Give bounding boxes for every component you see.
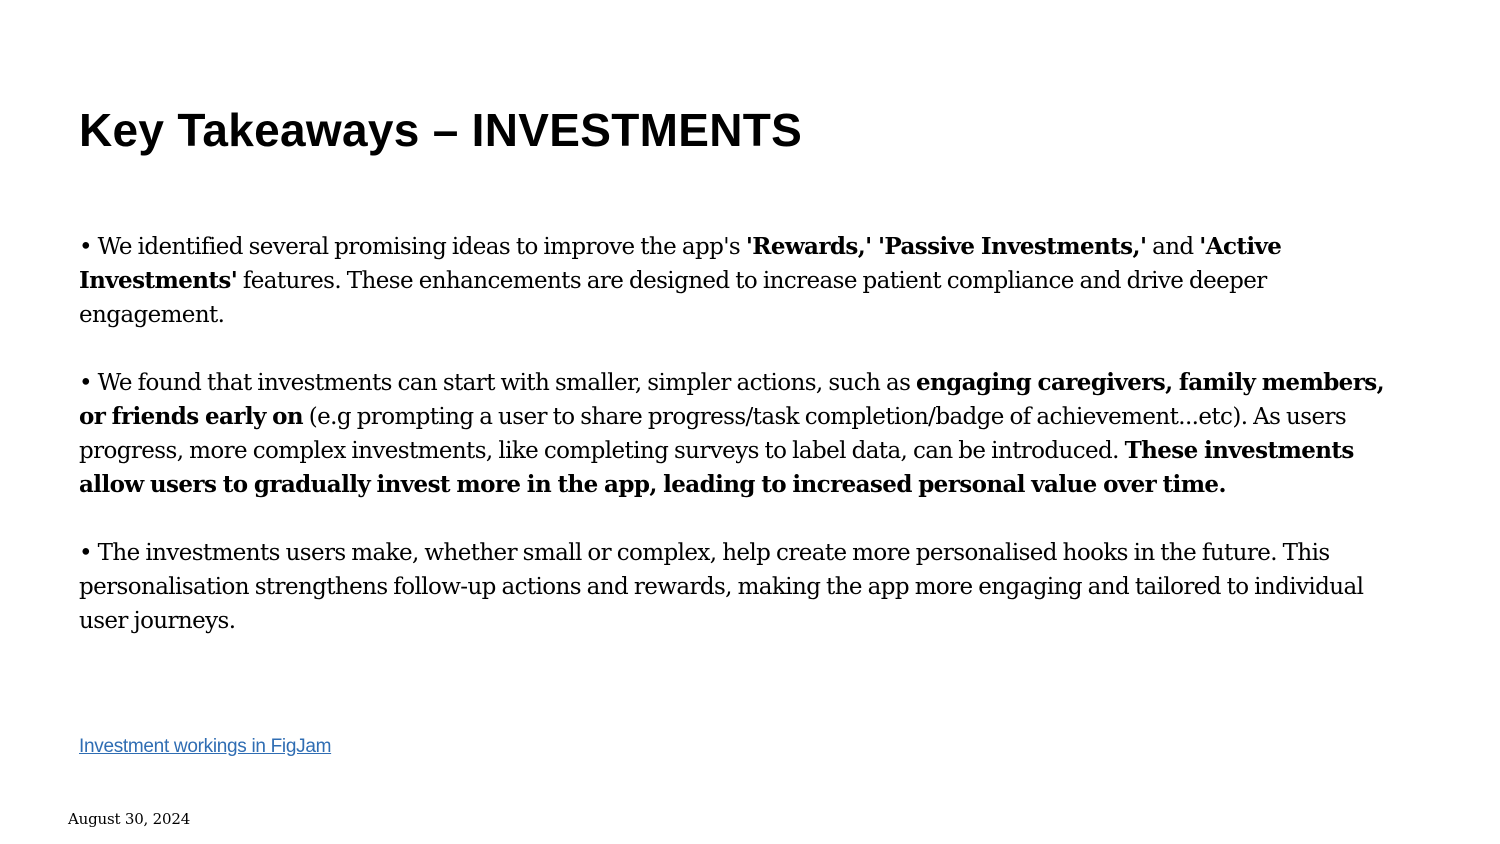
- paragraph-1-text-2: and: [1146, 234, 1200, 260]
- takeaways-body: [79, 230, 1399, 672]
- slide-date: August 30, 2024: [68, 810, 191, 828]
- paragraph-3-text-1: • The investments users make, whether small or complex, help create more personalised hooks in the future. This personalisation strengthens follow-up actions and rewards, making the app more engaging and tailored to individual user journeys.: [79, 540, 1364, 634]
- paragraph-1-bold-rewards-passive: 'Rewards,' 'Passive Investments,': [745, 233, 1147, 260]
- paragraph-2-bold-conclusion: These investments allow users to gradually invest more in the app, leading to increased personal value over time.: [79, 437, 1354, 498]
- paragraph-1-bold-active: 'Active Investments': [79, 233, 1282, 294]
- paragraph-1-text-3: features. These enhancements are designed to increase patient compliance and drive deeper engagement.: [79, 268, 1267, 328]
- takeaway-paragraph-2: [79, 366, 1399, 502]
- paragraph-1-text-1: • We identified several promising ideas to improve the app's: [79, 234, 746, 260]
- takeaway-paragraph-1: [79, 230, 1399, 332]
- takeaway-paragraph-3: [79, 536, 1399, 638]
- slide-title: Key Takeaways – INVESTMENTS: [79, 104, 803, 156]
- paragraph-2-text-2: (e.g prompting a user to share progress/task completion/badge of achievement...etc). As users progress, more complex investments, like completing surveys to label data, can be introduced.: [79, 404, 1347, 464]
- paragraph-2-bold-caregivers: engaging caregivers, family members, or friends early on: [79, 369, 1384, 430]
- paragraph-2-text-1: • We found that investments can start with smaller, simpler actions, such as: [79, 370, 916, 396]
- figjam-link[interactable]: Investment workings in FigJam: [79, 736, 332, 757]
